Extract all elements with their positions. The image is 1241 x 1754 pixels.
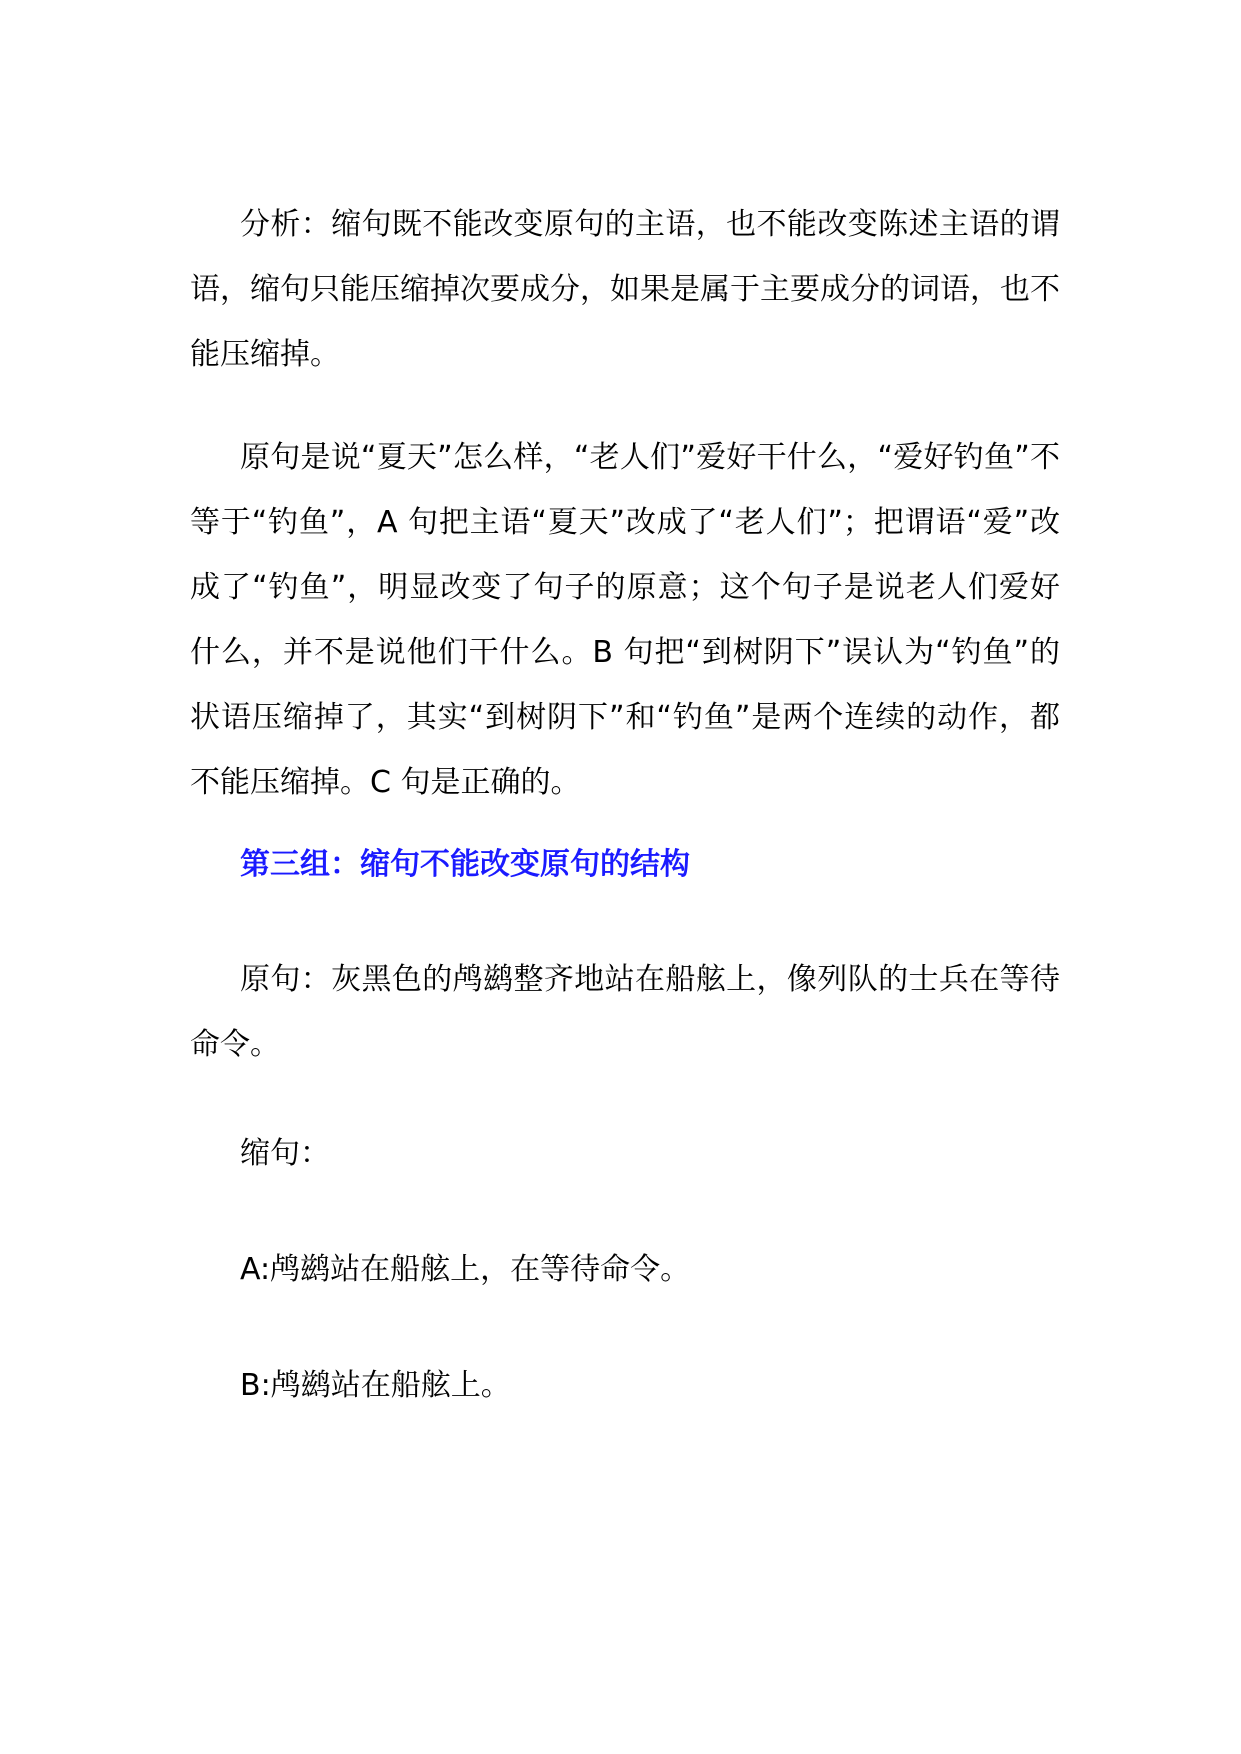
original-sentence: 原句：灰黑色的鸬鹚整齐地站在船舷上，像列队的士兵在等待命令。 bbox=[190, 962, 1060, 1062]
condensed-label: 缩句： bbox=[240, 1136, 330, 1171]
option-b: B:鸬鹚站在船舷上。 bbox=[240, 1368, 511, 1403]
analysis-paragraph: 分析：缩句既不能改变原句的主语，也不能改变陈述主语的谓语，缩句只能压缩掉次要成分，如果是属于主要成分的词语，也不能压缩掉。 bbox=[190, 207, 1060, 372]
option-a: A:鸬鹚站在船舷上，在等待命令。 bbox=[240, 1252, 691, 1287]
explanation-paragraph: 原句是说“夏天”怎么样，“老人们”爱好干什么，“爱好钓鱼”不等于“钓鱼”，A 句把主语“夏天”改成了“老人们”；把谓语“爱”改成了“钓鱼”，明显改变了句子的原意；这个句子是说老人们爱好什么，并不是说他们干什么。B 句把“到树阴下”误认为“钓鱼”的状语压缩掉了，其实“到树阴下”和“钓鱼”是两个连续的动作，都不能压缩掉。C 句是正确的。 bbox=[190, 440, 1060, 800]
section-heading: 第三组：缩句不能改变原句的结构 bbox=[240, 847, 690, 882]
